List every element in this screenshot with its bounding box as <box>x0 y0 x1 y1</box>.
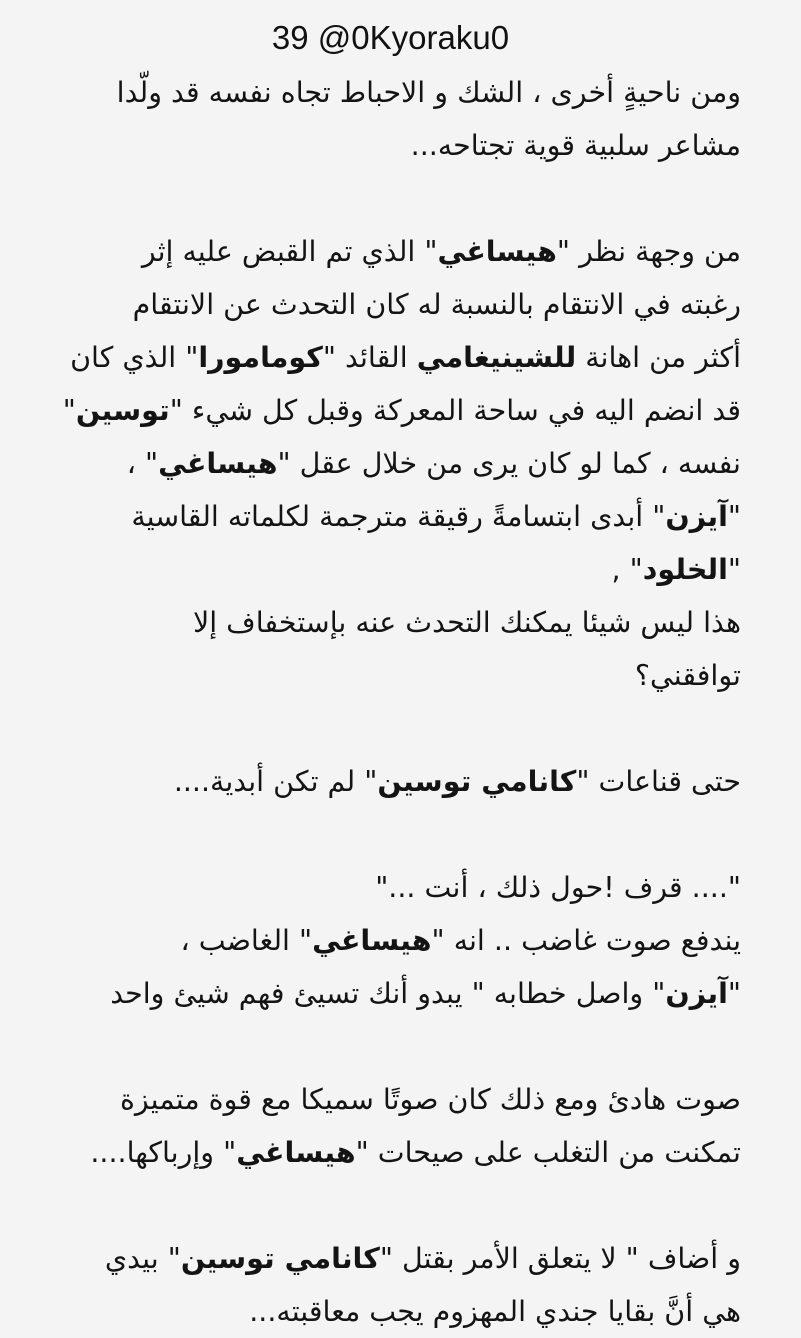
character-name: كانامي توسين <box>180 1242 380 1275</box>
emphasized-word: الخلود <box>642 553 728 586</box>
text-line: رغبته في الانتقام بالنسبة له كان التحدث عن الانتقام <box>132 288 741 321</box>
paragraph-gap <box>20 1020 741 1073</box>
paragraph-gap <box>20 808 741 861</box>
text-line: أكثر من اهانة للشينيغامي القائد "كومامورا" الذي كان <box>70 341 741 374</box>
paragraph-gap <box>20 702 741 755</box>
text-line: صوت هادئ ومع ذلك كان صوتًا سميكا مع قوة متميزة <box>119 1083 741 1116</box>
emphasized-word: للشينيغامي <box>416 341 577 374</box>
paragraph-gap <box>20 1179 741 1232</box>
paragraph-gap <box>20 172 741 225</box>
text-line: مشاعر سلبية قوية تجتاحه... <box>410 129 741 162</box>
text-line: "الخلود" , <box>611 553 741 586</box>
text-line: تمكنت من التغلب على صيحات "هيساغي" وإرباكها.... <box>90 1136 741 1169</box>
character-name: هيساغي <box>158 447 278 480</box>
text-line: حتى قناعات "كانامي توسين" لم تكن أبدية.... <box>173 765 741 798</box>
character-name: كومامورا <box>198 341 323 374</box>
text-line: قد انضم اليه في ساحة المعركة وقبل كل شيء "توسين" <box>62 394 741 427</box>
text-line: يندفع صوت غاضب .. انه "هيساغي" الغاضب ، <box>180 924 741 957</box>
text-line: "آيزن" أبدى ابتسامةً رقيقة مترجمة لكلماته القاسية <box>131 500 741 533</box>
character-name: هيساغي <box>236 1136 356 1169</box>
character-name: هيساغي <box>312 924 432 957</box>
text-line: نفسه ، كما لو كان يرى من خلال عقل "هيساغي" ، <box>126 447 741 480</box>
story-text <box>20 66 741 1338</box>
character-name: هيساغي <box>437 235 557 268</box>
text-line: من وجهة نظر "هيساغي" الذي تم القبض عليه إثر <box>141 235 741 268</box>
character-name: كانامي توسين <box>377 765 577 798</box>
character-name: توسين <box>75 394 170 427</box>
text-line: "آيزن" واصل خطابه " يبدو أنك تسيئ فهم شيئ واحد <box>110 977 741 1010</box>
page-header: 39 @0Kyoraku0 <box>271 19 510 56</box>
character-name: آيزن <box>665 977 728 1010</box>
text-line: توافقني؟ <box>634 659 741 692</box>
character-name: آيزن <box>665 500 728 533</box>
text-line: هي أنَّ بقايا جندي المهزوم يجب معاقبته... <box>249 1295 741 1328</box>
text-line: ومن ناحيةٍ أخرى ، الشك و الاحباط تجاه نفسه قد ولّدا <box>116 76 741 109</box>
text-line: هذا ليس شيئا يمكنك التحدث عنه بإستخفاف إلا <box>192 606 741 639</box>
text-line: و أضاف " لا يتعلق الأمر بقتل "كانامي توسين" بيدي <box>104 1242 741 1275</box>
text-line: ".... قرف !حول ذلك ، أنت ..." <box>375 871 741 904</box>
